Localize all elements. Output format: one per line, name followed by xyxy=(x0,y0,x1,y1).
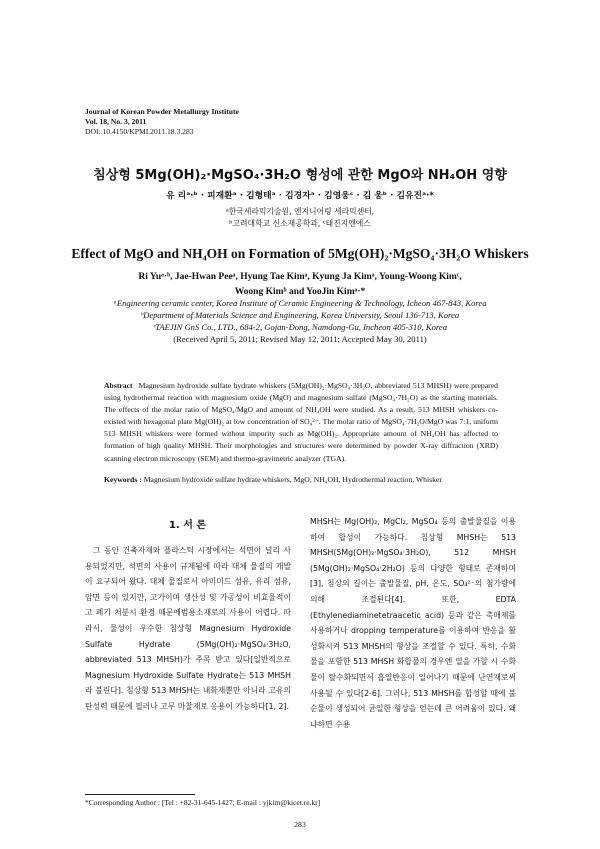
english-title: Effect of MgO and NH₄OH on Formation of 5Mg(OH)₂·MgSO₄·3H₂O Whiskers xyxy=(71,246,529,261)
korean-authors: 유 리ᵃ·ᵇ · 피재환ᵃ · 김형태ᵃ · 김경자ᵃ · 김영웅ᶜ · 김 웅ᵇ · 김유진ᵃ·* xyxy=(166,191,434,201)
received-dates: (Received April 5, 2011; Revised May 12, 2011; Accepted May 30, 2011) xyxy=(173,334,427,344)
english-authors-line: Woong Kimᵇ and YooJin Kimᵃ·* xyxy=(234,286,366,297)
abstract-label: Abstract xyxy=(104,381,133,390)
korean-affiliation-line: ᵃ한국세라믹기술원, 엔지니어링 세라믹센터, xyxy=(225,207,375,216)
english-authors-line: Ri Yuᵃ·ᵇ, Jae-Hwan Peeᵃ, Hyung Tae Kimᵃ, Kyung Ja Kimᵃ, Young-Woong Kimᶜ, xyxy=(138,272,462,282)
journal-name: Journal of Korean Powder Metallurgy Institute xyxy=(85,107,239,116)
abstract-text: Magnesium hydroxide sulfate hydrate whiskers (5Mg(OH)₂·MgSO₄·3H₂O, abbreviated 513 MHSH) were prepared using hydrothermal reaction with magnesium oxide (MgO) and magnesium sulfate (MgSO₄·7H₂O) as the starting materials. The effects of the molar ratio of MgSO₄/MgO and amount of NH₄OH were studied. As a result, 513 MHSH whiskers co-existed with hexagonal plate Mg(OH)₂ at low concentration of SO₄²⁻. The molar ratio of MgSO₄·7H₂O/MgO was 7:1, uniform 513 MHSH whiskers were formed without impurity such as Mg(OH)₂. Appropriate amount of NH₄OH has affected to formation of high quality MHSH. Their morphologies and structures were determined by powder X-ray diffraction (XRD) scanning electron microscopy (SEM) and thermo-gravimetric analyzer (TGA). xyxy=(104,381,498,463)
abstract xyxy=(104,380,498,465)
journal-header xyxy=(85,107,239,138)
korean-title: 침상형 5Mg(OH)₂·MgSO₄·3H₂O 형성에 관한 MgO와 NH₄OH 영향 xyxy=(93,168,507,183)
english-affiliation-line: ᶜTAEJIN GnS Co., LTD., 684-2, Gojan-Dong, Namdong-Gu, Incheon 405-310, Korea xyxy=(152,322,448,332)
keywords xyxy=(104,474,498,486)
english-affiliation-line: ᵃEngineering ceramic center, Korea Institute of Ceramic Engineering & Technology, Icheon 467-843, Korea xyxy=(113,298,487,308)
english-authors xyxy=(0,270,600,299)
body-column-right: MHSH는 Mg(OH)₂, MgCl₂, MgSO₄ 등의 출발물질을 이용하여 합성이 가능하다. 침상형 MHSH는 513 MHSH(5Mg(OH)₂·MgSO₄·3H₂O), 512 MHSH (5Mg(OH)₂·MgSO₄·2H₂O) 등의 다양한 형태로 존재하며[3], 침상의 길이는 출발물질, pH, 온도, SO₄²⁻의 첨가량에 의해 조절된다[4]. 또한, EDTA (Ethylenediaminetetraacetic acid) 등과 같은 촉매제를 사용하거나 dropping temperature를 이용하여 반응을 활성화시켜 513 MHSH의 형상을 조절할 수 있다. 특히, 수화물을 포함한 513 MHSH 화합물의 경우엔 열을 가할 시 수화물이 탈수화되면서 흡열반응이 일어나기 때문에 난연재로써 사용될 수 있다[2-6]. 그러나, 513 MHSH를 합성할 때에 불순물이 생성되어 균일한 형상을 얻는데 큰 어려움이 있다. 왜냐하면 수용 xyxy=(310,517,516,729)
footnote-rule xyxy=(85,794,195,795)
journal-doi: DOI: 10.4150/KPMI.2011.18.3.283 xyxy=(85,127,194,137)
page-number: 283 xyxy=(294,820,306,829)
korean-affiliations xyxy=(0,206,600,229)
english-affiliation-line: ᵇDepartment of Materials Science and Engineering, Korea University, Seoul 136-713, Korea xyxy=(140,310,460,320)
keywords-label: Keywords : xyxy=(104,475,142,484)
journal-volume: Vol. 18, No. 3, 2011 xyxy=(85,117,147,127)
english-affiliations xyxy=(0,297,600,333)
corresponding-author-footnote: *Corresponding Author : [Tel : +82-31-645-1427; E-mail : yjkim@kicet.re.kr] xyxy=(85,798,321,807)
section-heading: 1. 서 론 xyxy=(168,520,207,531)
body-column-left: 그 동안 건축자재와 플라스틱 시장에서는 석면이 널리 사용되었지만, 석면의 사용이 규제됨에 따라 대체 물질의 개발이 요구되어 왔다. 대체 물질로서 아미미드 섬유, 유리 섬유, 암면 등이 있지만, 고가이며 생산성 및 가공성이 비효율적이고 폐기 처분시 환경 때문에범용소재로의 사용이 어렵다. 따라서, 물성이 우수한 침상형 Magnesium Hydroxide Sulfate Hydrate (5Mg(OH)₂·MgSO₄·3H₂O, abbreviated 513 MHSH)가 주목 받고 있다[일반적으로 Magnesium Hydroxide Sulfate Hydrate는 513 MHSH라 불린다]. 침상형 513 MHSH는 내화재뿐만 아니라 고유의 탄성력 때문에 필러나 고무 마찰재로 응용이 가능하다[1, 2]. xyxy=(85,546,291,711)
keywords-text: Magnesium hydroxide sulfate hydrate whiskers, MgO, NH₄OH, Hydrothermal reaction, Whisker xyxy=(143,475,442,484)
korean-affiliation-line: ᵇ고려대학교 신소재공학과, ᶜ태진지엔에스 xyxy=(229,218,371,228)
